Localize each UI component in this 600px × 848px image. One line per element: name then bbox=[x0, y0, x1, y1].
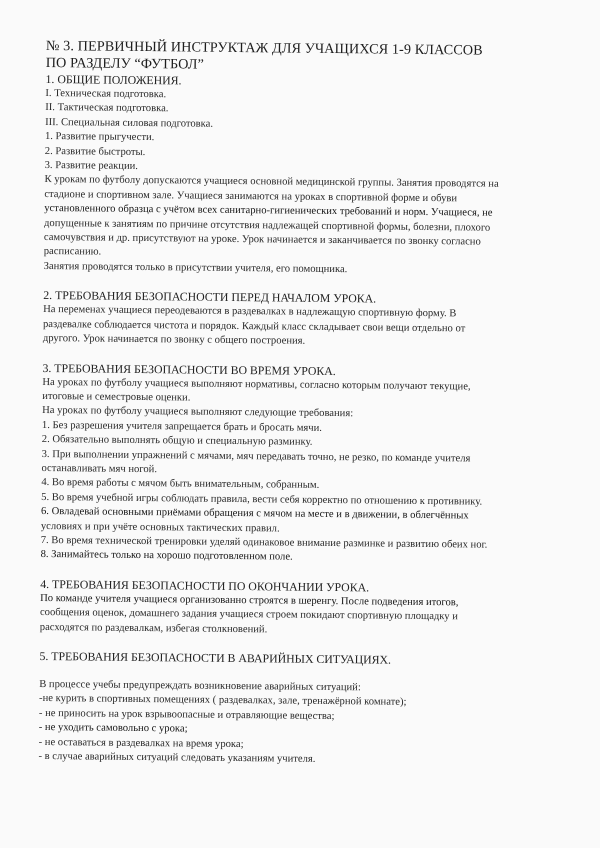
section-before-lesson bbox=[43, 288, 574, 352]
text-line: На уроках по футболу учащиеся выполняют нормативы, согласно которым получают текущие, bbox=[42, 376, 471, 392]
list-item: 1. Развитие прыгучести. bbox=[44, 131, 155, 144]
list-item: 4. Во время работы с мячом быть внимательным, собранным. bbox=[41, 477, 320, 492]
section-during-lesson bbox=[41, 360, 573, 568]
list-item: 3. При выполнении упражнений с мячами, мяч передавать точно, не резко, по команде учителя bbox=[41, 448, 471, 464]
list-item: 6. Овладевай основными приёмами обращения с мячом на месте и в движении, в облегчённых bbox=[40, 506, 469, 522]
text-line: На переменах учащиеся переодеваются в раздевалках в надлежащую спортивную форму. В bbox=[43, 304, 457, 320]
list-item: условиях и при учёте основных тактических правил. bbox=[40, 520, 280, 535]
list-item: 8. Занимайтесь только на хорошо подготовленном поле. bbox=[40, 549, 293, 563]
text-line: другого. Урок начинается по звонку с общего построения. bbox=[42, 333, 306, 347]
section-heading: 1. ОБЩИЕ ПОЛОЖЕНИЯ. bbox=[45, 71, 182, 88]
text-line: К урокам по футболу допускаются учащиеся основной медицинской группы. Занятия проводятся на bbox=[44, 174, 499, 191]
text-line: стадионе и спортивном зале. Учащиеся занимаются на уроках в спортивной форме и обуви bbox=[44, 188, 458, 205]
text-line: сообщения оценок, домашнего задания учащиеся строем покидают спортивную площадку и bbox=[39, 607, 459, 623]
list-item: 1. Без разрешения учителя запрещается брать и бросать мячи. bbox=[41, 419, 323, 434]
document-page bbox=[38, 38, 576, 770]
list-item: -не курить в спортивных помещениях ( раздевалках, зале, тренажёрной комнате); bbox=[39, 693, 407, 709]
document-title bbox=[46, 38, 576, 78]
list-item: I. Техническая подготовка. bbox=[45, 87, 167, 101]
section-heading: 5. ТРЕБОВАНИЯ БЕЗОПАСНОСТИ В АВАРИЙНЫХ СИТУАЦИЯХ. bbox=[39, 648, 392, 667]
text-line: установленного образца с учётом всех санитарно-гигиенических требований и норм. Учащиеся, не bbox=[44, 203, 493, 219]
section-after-lesson bbox=[40, 577, 571, 641]
section-heading: 4. ТРЕБОВАНИЯ БЕЗОПАСНОСТИ ПО ОКОНЧАНИИ УРОКА. bbox=[40, 576, 370, 595]
text-line: расписанию. bbox=[43, 246, 102, 259]
text-line: Занятия проводятся только в присутствии учителя, его помощника. bbox=[43, 260, 348, 276]
list-item: - в случае аварийных ситуаций следовать указаниям учителя. bbox=[38, 750, 316, 765]
list-item: 7. Во время технической тренировки уделяй одинаковое внимание разминке и развитию обеих ног. bbox=[40, 534, 488, 551]
title-line-2: ПО РАЗДЕЛУ “ФУТБОЛ” bbox=[45, 54, 204, 73]
text-line: допущенные к занятиям по причине отсутствия надлежащей спортивной формы, болезни, плохого bbox=[44, 217, 491, 234]
section-general bbox=[44, 72, 576, 280]
text-line: расходятся по раздевалкам, избегая столкновений. bbox=[39, 621, 268, 635]
text-line: самочувствия и др. присутствуют на уроке. Урок начинается и заканчивается по звонку согласно bbox=[43, 232, 481, 248]
list-item: 2. Развитие быстроты. bbox=[44, 145, 146, 158]
section-heading: 2. ТРЕБОВАНИЯ БЕЗОПАСНОСТИ ПЕРЕД НАЧАЛОМ УРОКА. bbox=[43, 288, 377, 306]
list-item: - не приносить на урок взрывоопасные и отравляющие вещества; bbox=[38, 707, 335, 722]
list-item: 2. Обязательно выполнять общую и специальную разминку. bbox=[41, 434, 313, 448]
list-item: останавливать мяч ногой. bbox=[41, 462, 158, 476]
section-emergency bbox=[38, 649, 569, 770]
list-item: - не оставаться в раздевалках на время урока; bbox=[38, 736, 244, 750]
list-item: III. Специальная силовая подготовка. bbox=[45, 116, 214, 130]
list-item: II. Тактическая подготовка. bbox=[45, 102, 169, 115]
text-line: По команде учителя учащиеся организованно строятся в шеренгу. После подведения итогов, bbox=[40, 592, 459, 609]
title-line-1: № 3. ПЕРВИЧНЫЙ ИНСТРУКТАЖ ДЛЯ УЧАЩИХСЯ 1-9 КЛАССОВ bbox=[45, 38, 483, 59]
section-heading: 3. ТРЕБОВАНИЯ БЕЗОПАСНОСТИ ВО ВРЕМЯ УРОКА. bbox=[42, 360, 336, 378]
list-item: 5. Во время учебной игры соблюдать правила, вести себя корректно по отношению к противнику. bbox=[41, 491, 483, 508]
list-item: - не уходить самовольно с урока; bbox=[38, 722, 188, 735]
text-line: итоговые и семестровые оценки. bbox=[42, 390, 191, 404]
list-item: 3. Развитие реакции. bbox=[44, 160, 139, 173]
text-line: раздевалке соблюдается чистота и порядок. Каждый класс складывает свои вещи отдельно от bbox=[42, 318, 466, 335]
text-line: На уроках по футболу учащиеся выполняют следующие требования: bbox=[42, 405, 354, 420]
text-line: В процессе учебы предупреждать возникновение аварийных ситуаций: bbox=[39, 678, 361, 694]
